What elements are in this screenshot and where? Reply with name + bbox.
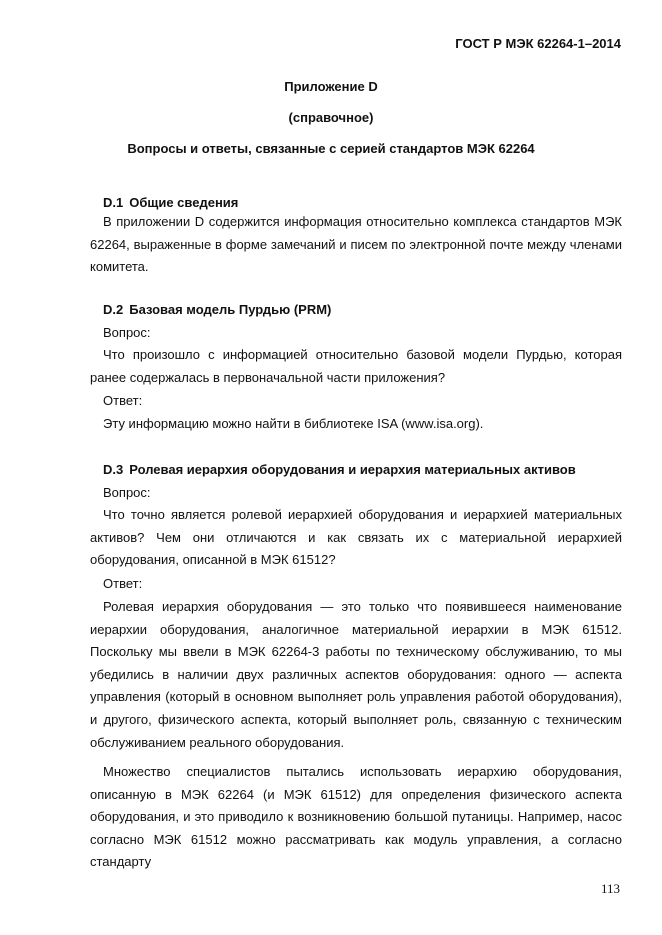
section-number: D.1 — [103, 195, 124, 210]
section-number: D.3 — [103, 462, 124, 477]
section-number: D.2 — [103, 302, 124, 317]
section-title: Базовая модель Пурдью (PRM) — [129, 302, 332, 317]
answer-paragraph: Ролевая иерархия оборудования — это только что появившееся наименование иерархии оборудования, аналогичное материальной иерархии в МЭК 61512. Поскольку мы ввели в МЭК 62264-3 работы по техническому обслуживанию, то мы убедились в наличии двух различных аспектов оборудования: одного — аспекта управления (который в основном выполняет роль управления работой оборудования), и другого, физического аспекта, который выполняет роль, связанную с техническим обслуживанием реального оборудования. — [90, 599, 622, 750]
section-heading-d1 — [103, 195, 238, 210]
question-label: Вопрос: — [103, 325, 151, 340]
section-heading-d2 — [103, 302, 331, 317]
section-title: Ролевая иерархия оборудования и иерархия материальных активов — [129, 462, 576, 477]
answer-label: Ответ: — [103, 576, 143, 591]
appendix-title: Приложение D — [284, 79, 378, 94]
answer-paragraph: Множество специалистов пытались использовать иерархию оборудования, описанную в МЭК 62264 (и МЭК 61512) для определения физического аспекта оборудования, и это приводило к возникновению большой путаницы. Например, насос согласно МЭК 61512 можно рассматривать как модуль управления, а согласно стандарту — [90, 764, 622, 870]
question-label: Вопрос: — [103, 485, 151, 500]
appendix-subtitle: (справочное) — [288, 110, 374, 125]
question-text: Что точно является ролевой иерархией оборудования и иерархией материальных активов? Чем они отличаются и как связать их с материальной иерархией оборудования, описанной в МЭК 61512? — [90, 507, 622, 568]
document-header: ГОСТ Р МЭК 62264-1–2014 — [455, 36, 621, 51]
question-text: Что произошло с информацией относительно базовой модели Пурдью, которая ранее содержалась в первоначальной части приложения? — [90, 347, 622, 385]
appendix-heading: Вопросы и ответы, связанные с серией стандартов МЭК 62264 — [127, 141, 535, 156]
paragraph: В приложении D содержится информация относительно комплекса стандартов МЭК 62264, выраженные в форме замечаний и писем по электронной почте между членами комитета. — [90, 214, 622, 275]
section-heading-d3 — [103, 462, 576, 477]
page-number: 113 — [600, 881, 620, 896]
section-title: Общие сведения — [129, 195, 239, 210]
answer-text: Эту информацию можно найти в библиотеке ISA (www.isa.org). — [103, 416, 484, 431]
answer-label: Ответ: — [103, 393, 143, 408]
